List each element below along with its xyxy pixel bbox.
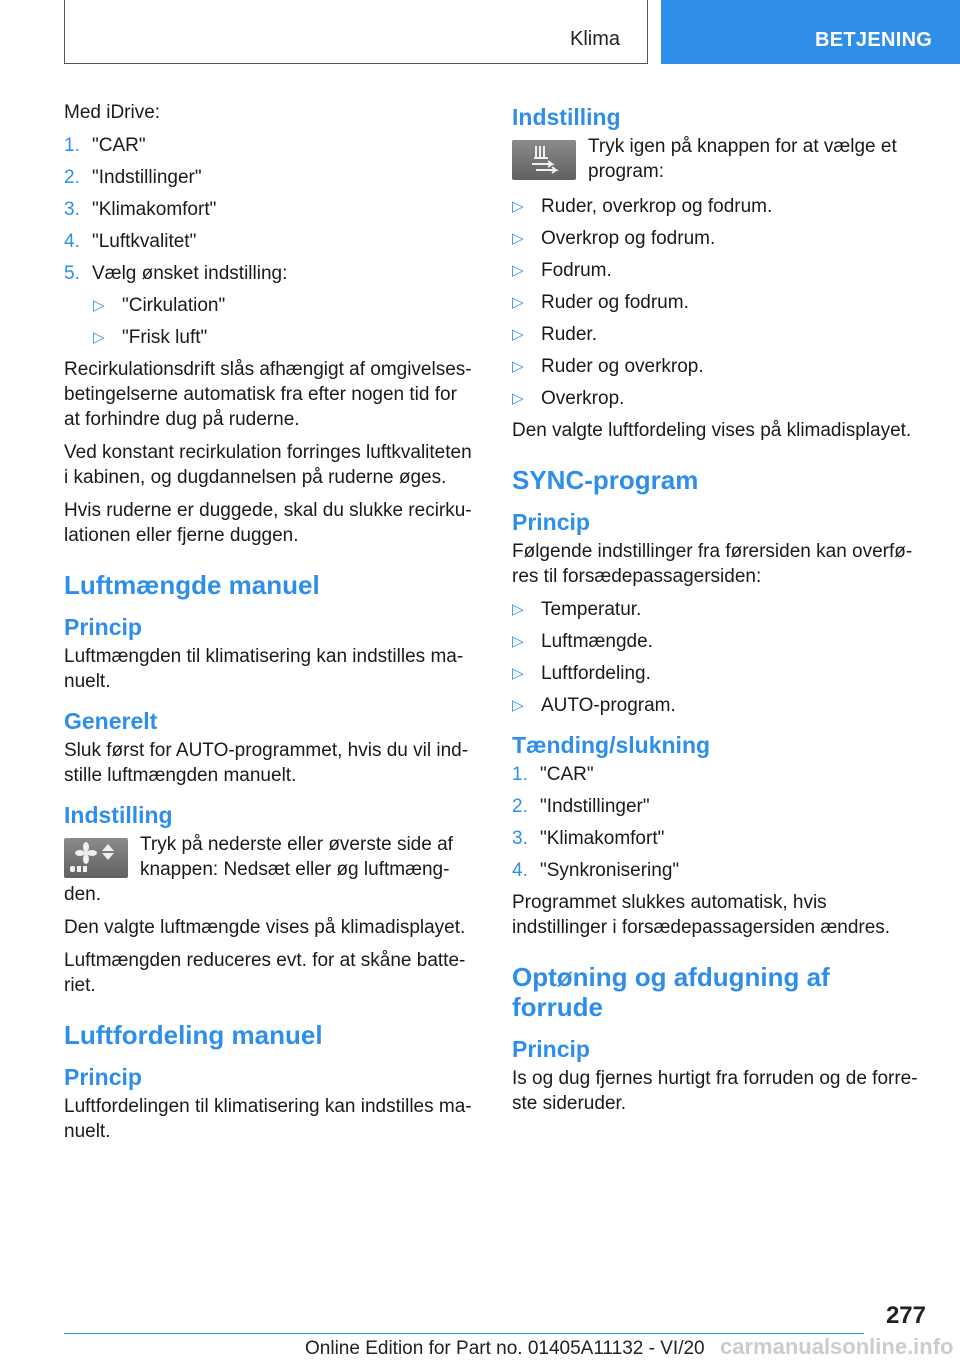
heading-princip: Princip (64, 614, 142, 640)
list-item: ▷ Ruder. (512, 324, 597, 345)
list-item: 3. "Klimakomfort" (64, 199, 217, 220)
paragraph: Sluk først for AUTO-programmet, hvis du vil ind-stille luftmængden manuelt. (64, 740, 469, 786)
list-item: 1. "CAR" (512, 764, 594, 785)
heading-sync: SYNC-program (512, 465, 699, 495)
list-item: ▷ "Frisk luft" (93, 327, 208, 348)
fan-instruction (64, 832, 478, 907)
sync-list (512, 597, 926, 718)
list-item: 4. "Synkronisering" (512, 860, 680, 881)
instruction-text: Tryk igen på knappen for at vælge et program: (588, 136, 897, 182)
program-list (512, 194, 926, 411)
heading-optoening: Optøning og afdugning af forrude (512, 962, 830, 1022)
paragraph: Følgende indstillinger fra førersiden kan overfø-res til forsædepassagersiden: (512, 541, 913, 587)
heading-indstilling: Indstilling (512, 104, 621, 130)
header-frame (64, 0, 648, 64)
paragraph: Luftmængden til klimatisering kan indstilles ma-nuelt. (64, 646, 464, 692)
list-item: ▷ Ruder og overkrop. (512, 356, 704, 377)
section-title: Klima (569, 28, 620, 50)
air-distribution-button-icon (512, 140, 576, 180)
list-item: 3. "Klimakomfort" (512, 828, 665, 849)
list-item: ▷ Ruder og fodrum. (512, 292, 689, 313)
paragraph: Programmet slukkes automatisk, hvis indstillinger i forsædepassagersiden ændres. (512, 892, 891, 938)
page-number: 277 (885, 1302, 926, 1329)
heading-indstilling: Indstilling (64, 802, 173, 828)
paragraph: Ved konstant recirkulation forringes luftkvaliteten i kabinen, og dugdannelsen på ruderne øges. (64, 442, 472, 488)
list-item: ▷ Luftfordeling. (512, 663, 651, 684)
paragraph: Luftfordelingen til klimatisering kan indstilles ma-nuelt. (64, 1096, 472, 1142)
intro: Med iDrive: (64, 102, 161, 123)
list-item: 2. "Indstillinger" (64, 167, 202, 188)
right-column (512, 100, 926, 1124)
heading-princip: Princip (512, 1036, 590, 1062)
fan-button-icon (64, 838, 128, 878)
taending-steps (512, 762, 926, 883)
list-item: 2. "Indstillinger" (512, 796, 650, 817)
heading-generelt: Generelt (64, 708, 158, 734)
airflow-instruction (512, 134, 926, 186)
list-item: 5. Vælg ønsket indstilling: (64, 263, 288, 284)
list-item: ▷ Overkrop. (512, 388, 625, 409)
list-item: 1. "CAR" (64, 135, 146, 156)
heading-luftmaengde: Luftmængde manuel (64, 570, 320, 600)
paragraph: Den valgte luftfordeling vises på klimadisplayet. (512, 420, 912, 441)
list-item: ▷ Luftmængde. (512, 631, 653, 652)
list-item: 4. "Luftkvalitet" (64, 231, 197, 252)
heading-princip: Princip (64, 1064, 142, 1090)
paragraph: Hvis ruderne er duggede, skal du slukke recirku-lationen eller fjerne duggen. (64, 500, 472, 546)
list-item: ▷ "Cirkulation" (93, 295, 226, 316)
paragraph: Recirkulationsdrift slås afhængigt af omgivelses-betingelserne automatisk fra efter nogen tid for at forhindre dug på ruderne. (64, 359, 472, 430)
paragraph: Luftmængden reduceres evt. for at skåne batte-riet. (64, 950, 466, 996)
chapter-tab: BETJENING (661, 0, 960, 64)
list-item: ▷ Temperatur. (512, 599, 642, 620)
list-item: ▷ AUTO-program. (512, 695, 676, 716)
paragraph: Den valgte luftmængde vises på klimadisplayet. (64, 917, 466, 938)
list-item: ▷ Ruder, overkrop og fodrum. (512, 196, 773, 217)
instruction-text: Tryk på nederste eller øverste side af knappen: Nedsæt eller øg luftmæng- (140, 834, 453, 880)
instruction-text-cont: den. (64, 884, 101, 905)
idrive-steps (64, 133, 478, 286)
recirc-options (93, 293, 478, 350)
heading-luftfordeling: Luftfordeling manuel (64, 1020, 323, 1050)
left-column (64, 100, 478, 1152)
heading-princip: Princip (512, 509, 590, 535)
watermark: carmanualsonline.info (720, 1334, 954, 1359)
list-item: ▷ Fodrum. (512, 260, 612, 281)
heading-taending: Tænding/slukning (512, 732, 711, 758)
footer-edition: Online Edition for Part no. 01405A11132 - VI/20 (305, 1338, 705, 1359)
paragraph: Is og dug fjernes hurtigt fra forruden og de forre-ste sideruder. (512, 1068, 918, 1114)
list-item: ▷ Overkrop og fodrum. (512, 228, 716, 249)
